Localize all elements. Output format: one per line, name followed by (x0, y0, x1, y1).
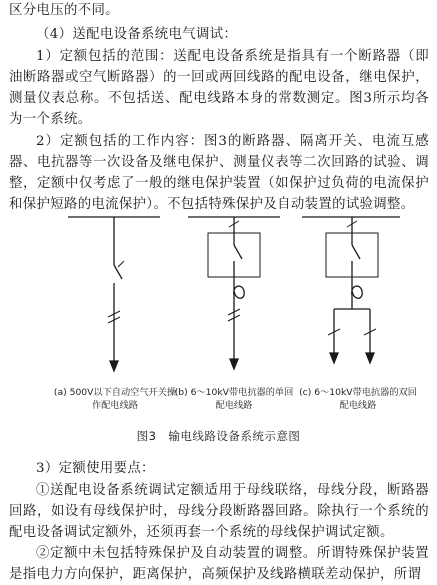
diagram-c (302, 217, 400, 363)
paragraph-point-2: ②定额中未包括特殊保护及自动装置的调整。所谓特殊保护装置是指电力方向保护，距离保护，高频保护及线路横联差动保护，所谓 (9, 546, 429, 582)
figure-title: 图3 输电线路设备系统示意图 (136, 429, 301, 443)
caption-b: (b) 6～10kV带电抗器的单回配电线路 (174, 387, 294, 411)
paragraph-top: 区分电压的不同。 (9, 3, 119, 18)
caption-a: (a) 500V以下自动空气开关操作配电线路 (53, 387, 177, 411)
figure-3 (0, 205, 437, 451)
paragraph-item-1: 1）定额包括的范围：送配电设备系统是指具有一个断路器（即油断路器或空气断路器）的一回或两回线路的配电设备，继电保护，测量仪表总称。不包括送、配电线路本身的常数测定。图3所示均各为一个系统。 (9, 49, 429, 127)
diagram-b (188, 217, 280, 369)
paragraph-item-2: 2）定额包括的工作内容：图3的断路器、隔离开关、电流互感器、电抗器等一次设备及继电保护、测量仪表等二次回路的试验、调整，定额中仅考虑了一般的继电保护装置（如保护过负荷的电流保护和保护短路的电流保护）。不包括特殊保护及自动装置的试验调整。 (9, 134, 429, 212)
section-heading: （4）送配电设备系统电气调试： (36, 27, 238, 42)
wiring-diagram (0, 205, 437, 451)
paragraph-point-1: ①送配电设备系统调试定额适用于母线联络，母线分段，断路器回路，如设有母线保护时，母线分段断路器回路。除执行一个系统的配电设备调试定额外，还须再套一个系统的母线保护调试定额。 (9, 483, 429, 540)
subheading-item-3: 3）定额使用要点： (36, 461, 155, 476)
diagram-a (68, 217, 160, 371)
caption-c: (c) 6～10kV带电抗器的双回配电线路 (299, 387, 417, 411)
